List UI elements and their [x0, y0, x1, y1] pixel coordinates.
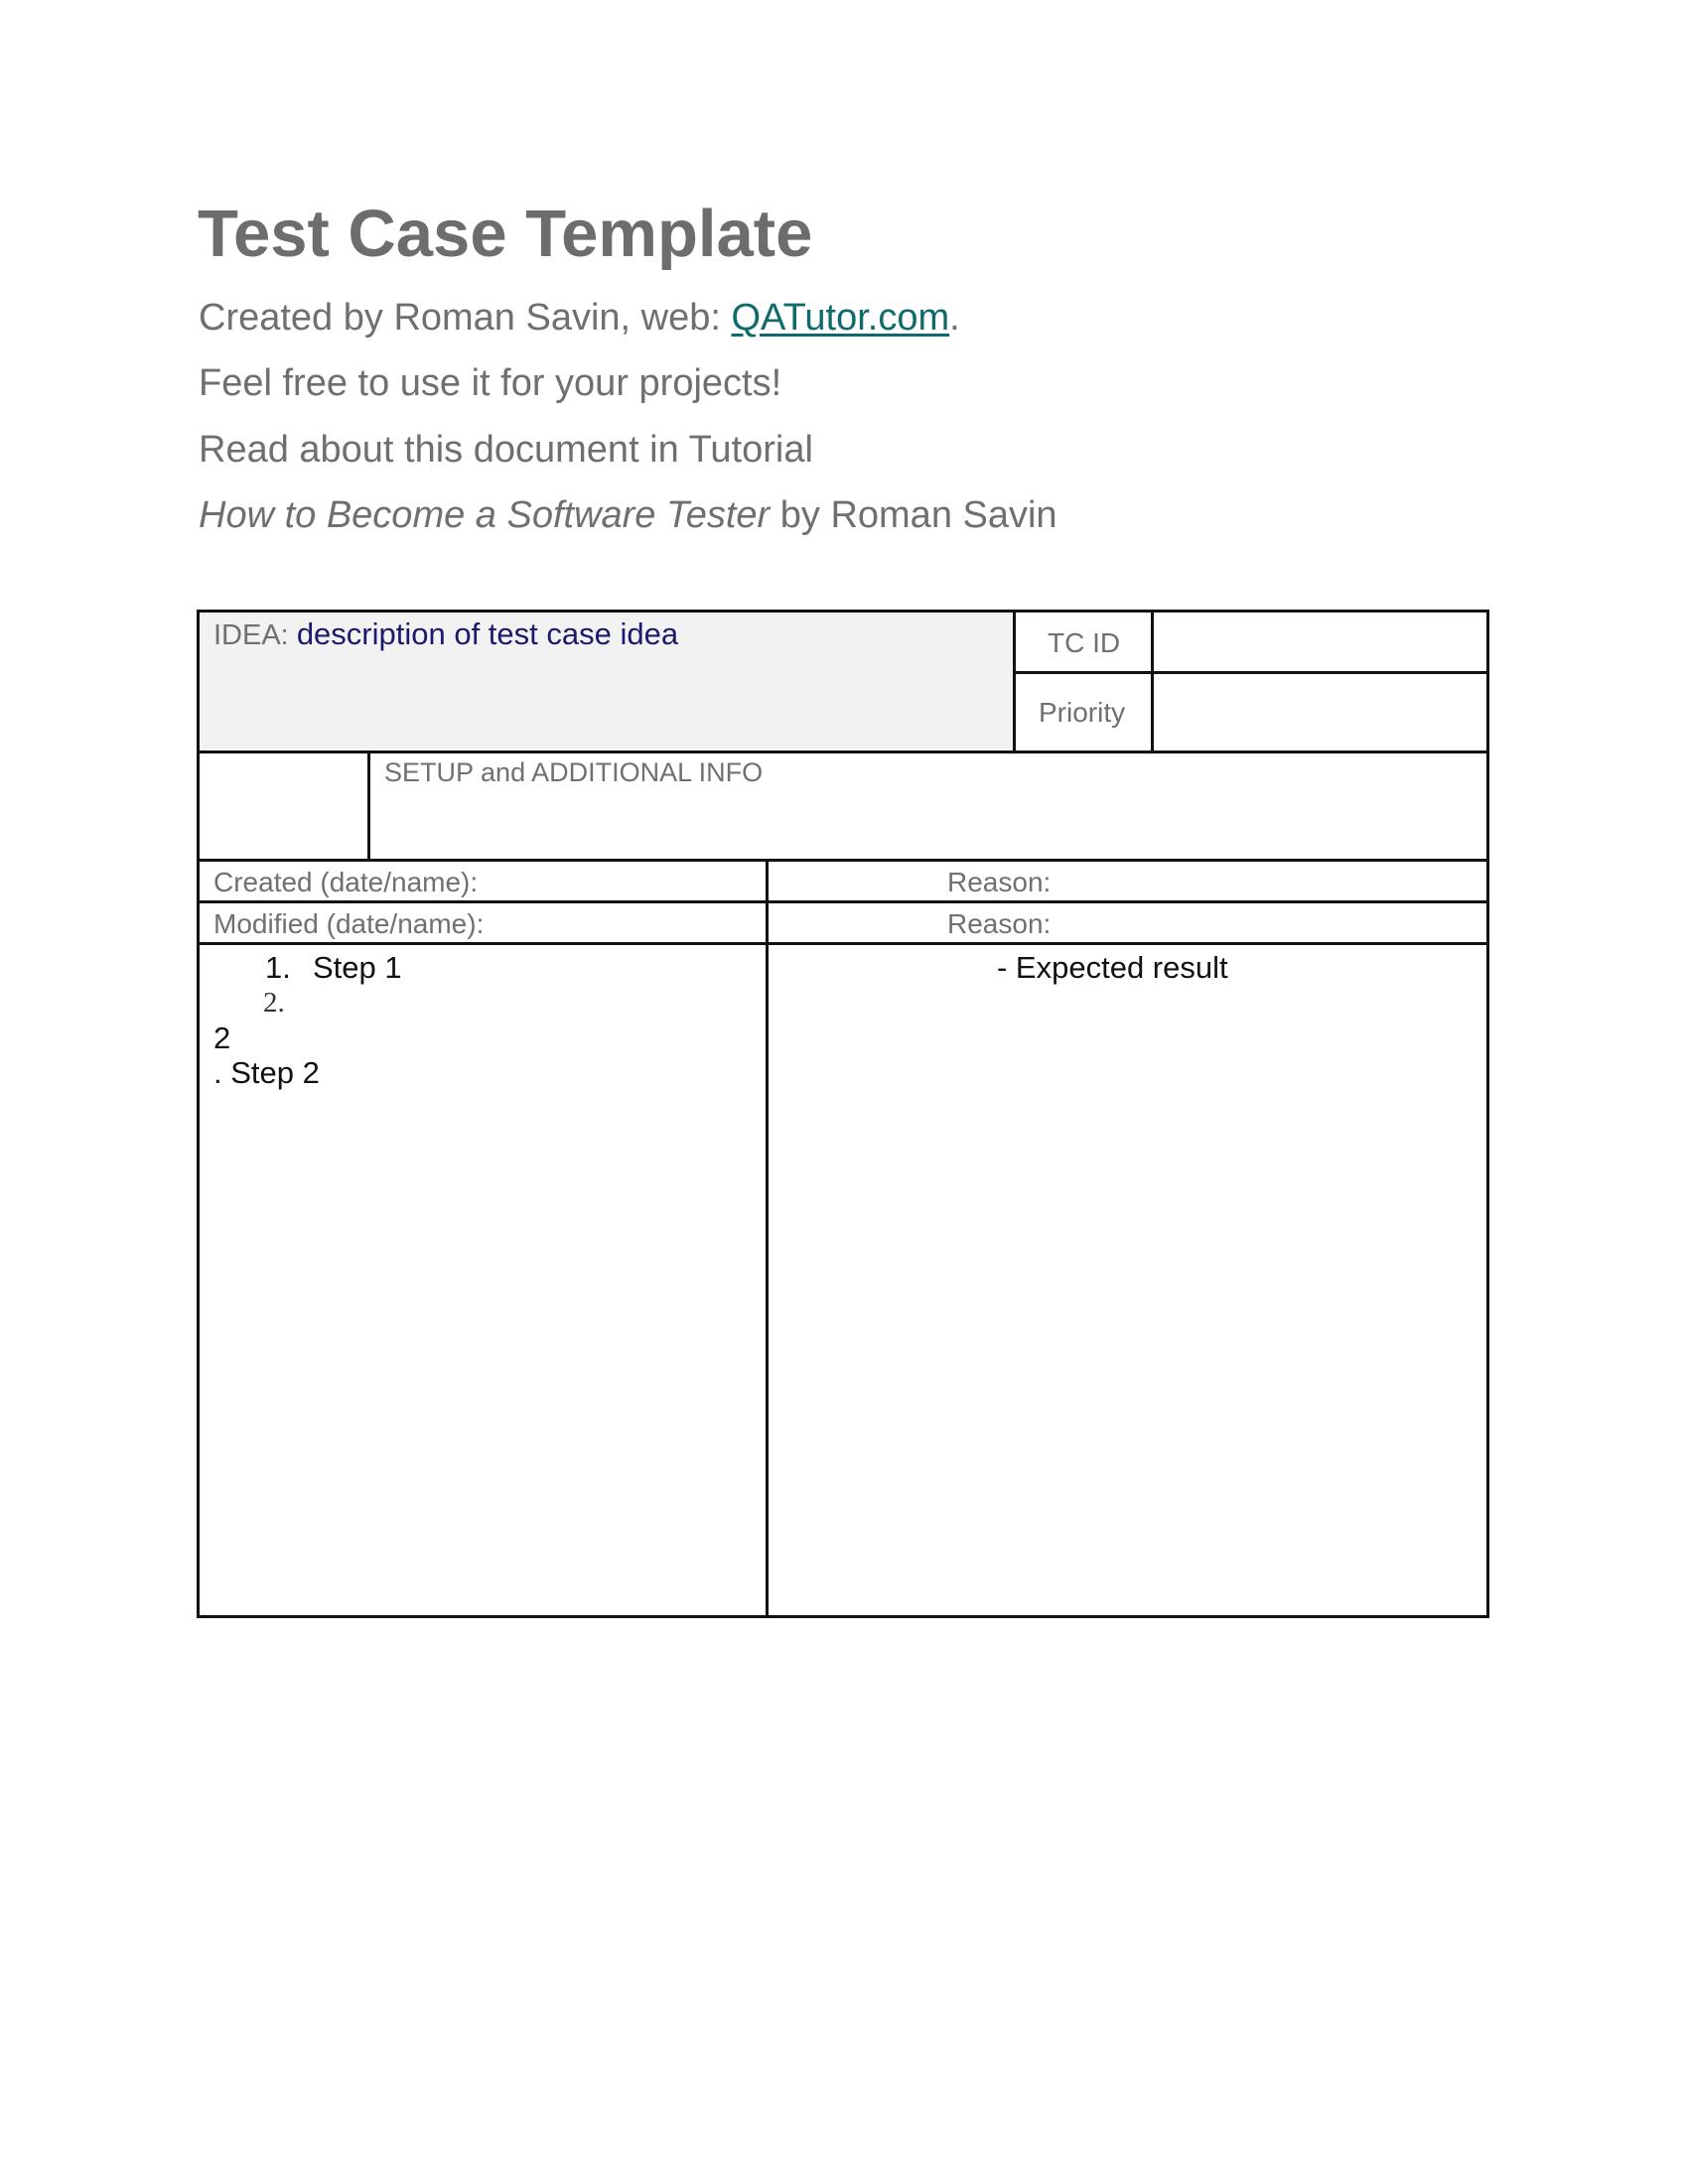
step-2-text-b: . Step 2 — [213, 1055, 320, 1090]
created-reason-label: Reason: — [947, 867, 1052, 897]
setup-divider — [367, 751, 370, 860]
expected-result: - Expected result — [997, 950, 1228, 985]
tc-value-border — [1151, 613, 1154, 751]
setup-label: SETUP and ADDITIONAL INFO — [384, 757, 764, 787]
page-title: Test Case Template — [198, 197, 813, 271]
created-label: Created (date/name): — [213, 867, 479, 897]
modified-label: Modified (date/name): — [213, 908, 485, 939]
tc-id-label: TC ID — [1048, 627, 1121, 658]
tc-id-field[interactable] — [1153, 613, 1486, 672]
usage-line: Feel free to use it for your projects! — [199, 362, 782, 404]
step-2-number: 2. — [263, 987, 285, 1019]
book-line — [199, 492, 1057, 538]
credits-text: Created by Roman Savin, web: — [199, 297, 732, 339]
priority-label: Priority — [1039, 697, 1126, 728]
modified-bottom-line — [200, 942, 1486, 945]
step-1-number: 1. — [265, 950, 291, 985]
idea-label: IDEA: — [213, 619, 297, 651]
step-2-text-a: 2 — [213, 1021, 231, 1055]
book-title: How to Become a Software Tester — [199, 494, 771, 536]
modified-reason-label: Reason: — [947, 908, 1052, 939]
main-column-divider — [766, 859, 769, 1615]
expected-result-cell[interactable] — [769, 943, 1486, 1615]
idea-cell[interactable] — [200, 613, 1014, 751]
row-divider-top — [200, 751, 1486, 753]
step-1-text: Step 1 — [313, 950, 402, 985]
setup-left-cell[interactable] — [200, 751, 368, 860]
book-author: by Roman Savin — [770, 494, 1057, 536]
created-bottom-line — [200, 900, 1486, 903]
tutorial-line: Read about this document in Tutorial — [199, 429, 813, 471]
test-case-table — [197, 610, 1489, 1618]
qatutor-link[interactable]: QATutor.com — [731, 297, 950, 339]
credits-line — [199, 295, 960, 341]
idea-right-border — [1013, 613, 1016, 751]
priority-field[interactable] — [1153, 672, 1486, 751]
setup-bottom-line — [200, 859, 1486, 862]
steps-cell[interactable] — [200, 943, 766, 1615]
tcid-divider — [1014, 671, 1486, 674]
idea-description: description of test case idea — [296, 616, 679, 651]
credits-period: . — [949, 297, 960, 339]
